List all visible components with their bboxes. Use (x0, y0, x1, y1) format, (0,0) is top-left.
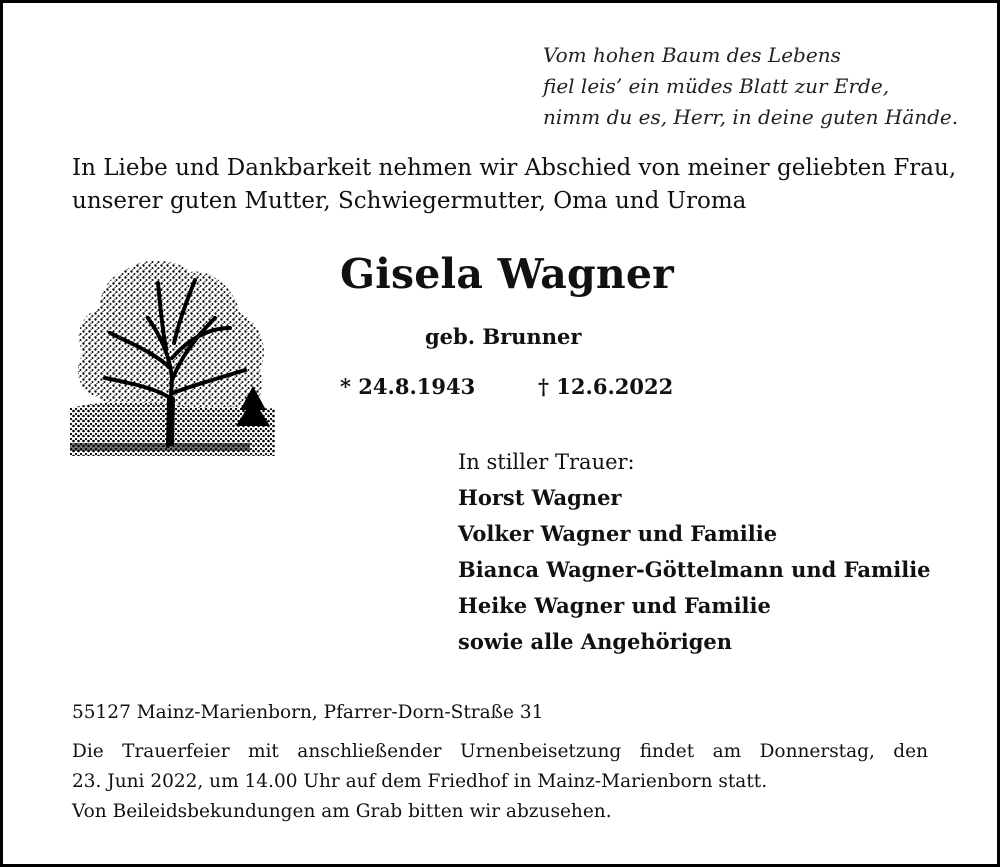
deceased-name: Gisela Wagner (340, 250, 674, 298)
mourner-name: Horst Wagner (458, 485, 622, 510)
poem-line: nimm du es, Herr, in deine guten Hände. (543, 105, 959, 129)
mourner-name: Heike Wagner und Familie (458, 593, 771, 618)
death-date: † 12.6.2022 (538, 374, 674, 399)
poem-line: Vom hohen Baum des Lebens (543, 43, 841, 67)
mourners-heading: In stiller Trauer: (458, 450, 635, 474)
condolence-note: Von Beileidsbekundungen am Grab bitten wir abzusehen. (72, 801, 612, 822)
address: 55127 Mainz-Marienborn, Pfarrer-Dorn-Straße 31 (72, 702, 544, 723)
funeral-line: 23. Juni 2022, um 14.00 Uhr auf dem Friedhof in Mainz-Marienborn statt. (72, 771, 768, 792)
poem-line: fiel leis’ ein müdes Blatt zur Erde, (543, 74, 890, 98)
mourner-name: Bianca Wagner-Göttelmann und Familie (458, 557, 931, 582)
intro-line: unserer guten Mutter, Schwiegermutter, Oma und Uroma (72, 188, 747, 214)
poem (543, 40, 958, 133)
birth-date: * 24.8.1943 (340, 374, 476, 399)
funeral-details (72, 737, 928, 797)
intro-text (72, 152, 957, 218)
maiden-name: geb. Brunner (425, 324, 582, 349)
intro-line: In Liebe und Dankbarkeit nehmen wir Abschied von meiner geliebten Frau, (72, 155, 957, 181)
mourner-name: Volker Wagner und Familie (458, 521, 778, 546)
tree-icon (70, 258, 275, 456)
funeral-line: Die Trauerfeier mit anschließender Urnenbeisetzung findet am Donnerstag, den (72, 741, 928, 762)
mourner-name: sowie alle Angehörigen (458, 629, 733, 654)
mourners-list (458, 444, 931, 660)
